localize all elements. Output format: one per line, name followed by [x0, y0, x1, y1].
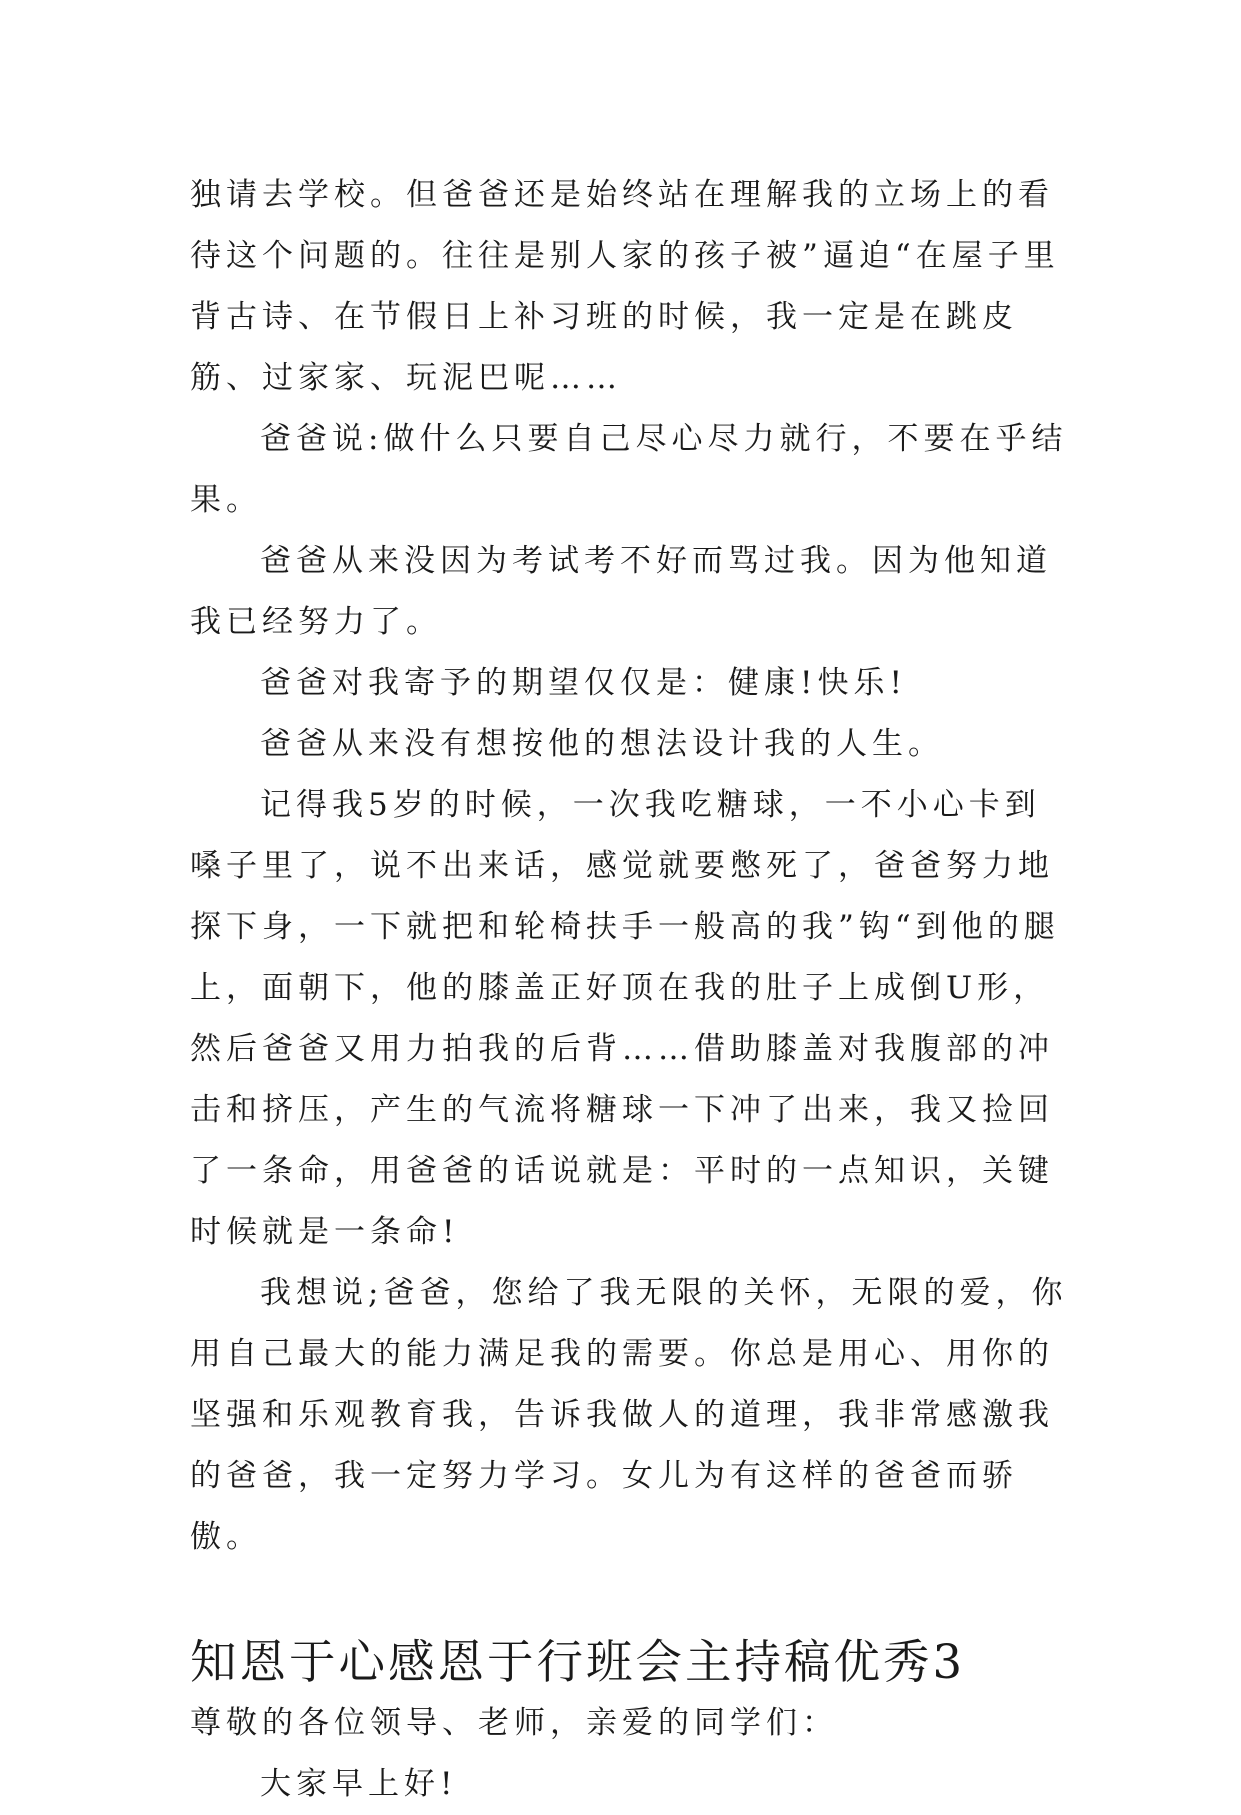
section-spacer: [190, 1568, 1070, 1632]
paragraph-gratitude: 我想说;爸爸，您给了我无限的关怀，无限的爱，你用自己最大的能力满足我的需要。你总是用心、用你的坚强和乐观教育我，告诉我做人的道理，我非常感激我的爸爸，我一定努力学习。女儿为有这样的爸爸而骄傲。: [190, 1275, 1068, 1555]
paragraph-life-design: 爸爸从来没有想按他的想法设计我的人生。: [260, 726, 944, 762]
paragraph-expectation: 爸爸对我寄予的期望仅仅是：健康!快乐!: [260, 665, 907, 701]
paragraph-never-scolded: 爸爸从来没因为考试考不好而骂过我。因为他知道我已经努力了。: [190, 543, 1052, 640]
salutation: 尊敬的各位领导、老师，亲爱的同学们：: [190, 1705, 838, 1741]
greeting: 大家早上好!: [260, 1766, 458, 1802]
paragraph-dad-says: 爸爸说:做什么只要自己尽心尽力就行，不要在乎结果。: [190, 421, 1068, 518]
document-body: [190, 165, 1070, 1815]
paragraph-continuation: 独请去学校。但爸爸还是始终站在理解我的立场上的看待这个问题的。往往是别人家的孩子被”逼迫“在屋子里背古诗、在节假日上补习班的时候，我一定是在跳皮筋、过家家、玩泥巴呢……: [190, 177, 1060, 396]
paragraph-candy-story: 记得我5岁的时候，一次我吃糖球，一不小心卡到嗓子里了，说不出来话，感觉就要憋死了，爸爸努力地探下身，一下就把和轮椅扶手一般高的我”钩“到他的腿上，面朝下，他的膝盖正好顶在我的肚子上成倒U形，然后爸爸又用力拍我的后背……借助膝盖对我腹部的冲击和挤压，产生的气流将糖球一下冲了出来，我又捡回了一条命，用爸爸的话说就是：平时的一点知识，关键时候就是一条命!: [190, 787, 1060, 1250]
section-title: 知恩于心感恩于行班会主持稿优秀3: [190, 1635, 966, 1689]
